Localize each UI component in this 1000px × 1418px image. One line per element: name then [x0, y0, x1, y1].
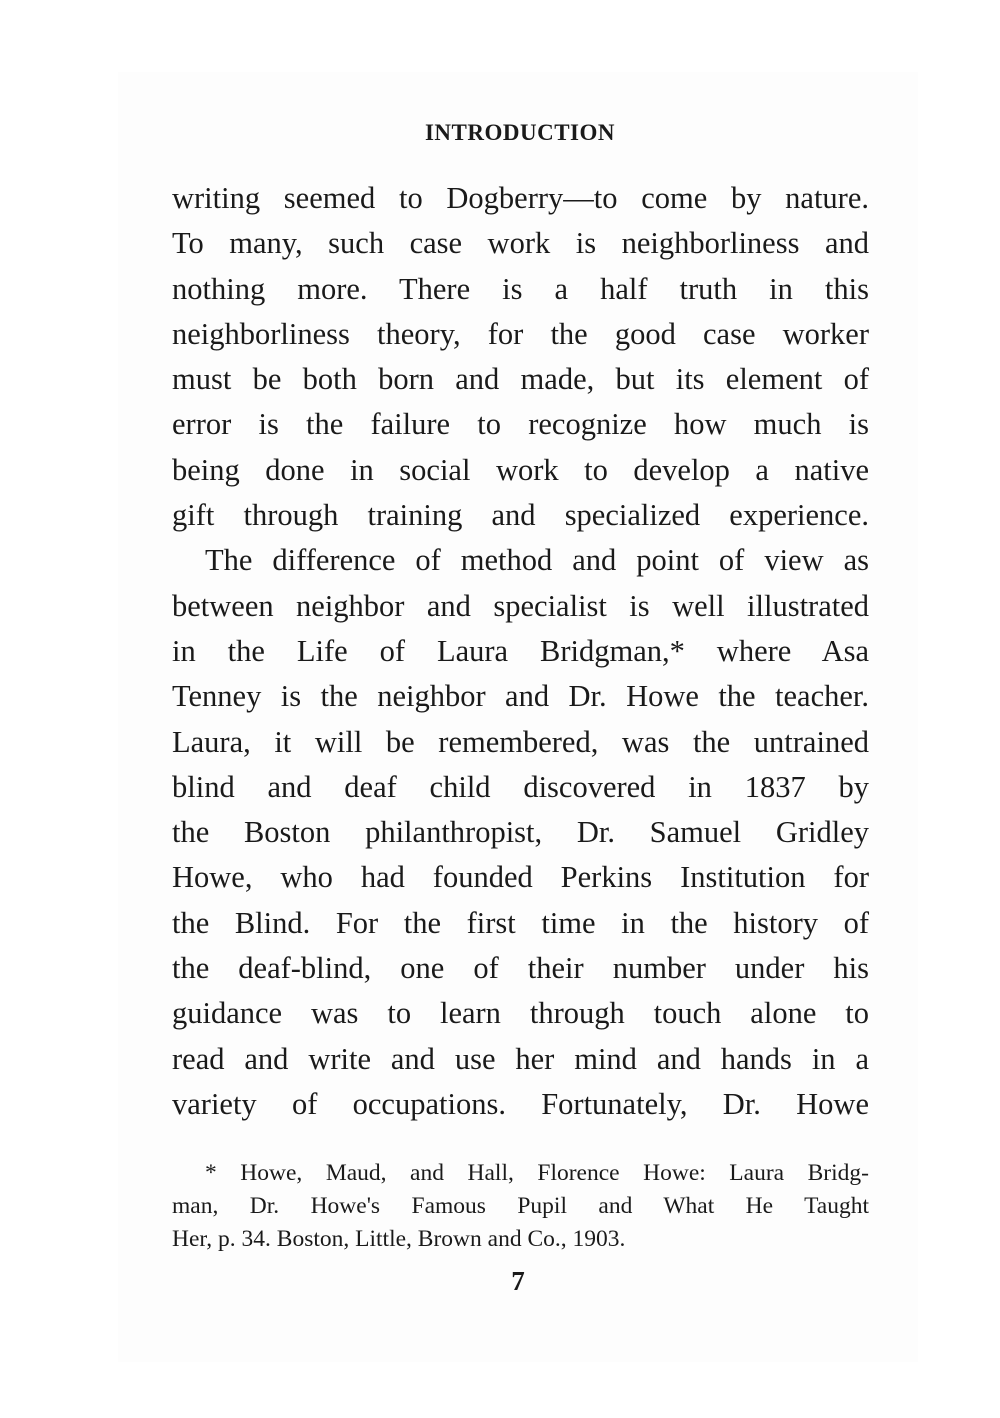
- text-line: in the Life of Laura Bridgman,* where Asa: [172, 633, 869, 668]
- text-line: nothing more. There is a half truth in this: [172, 271, 869, 306]
- page-number: 7: [511, 1266, 525, 1296]
- footnote-line: * Howe, Maud, and Hall, Florence Howe: Laura Bridg-: [205, 1160, 869, 1186]
- text-line: neighborliness theory, for the good case worker: [172, 316, 869, 351]
- text-line: variety of occupations. Fortunately, Dr. Howe: [172, 1086, 869, 1121]
- text-line: Howe, who had founded Perkins Institution for: [172, 860, 869, 895]
- text-line: the Boston philanthropist, Dr. Samuel Gridley: [172, 815, 869, 850]
- footnote-line: man, Dr. Howe's Famous Pupil and What He Taught: [172, 1193, 869, 1219]
- text-line: To many, such case work is neighborliness and: [172, 226, 869, 261]
- text-line: Tenney is the neighbor and Dr. Howe the teacher.: [172, 679, 869, 714]
- running-head: INTRODUCTION: [424, 120, 616, 145]
- text-line: guidance was to learn through touch alone to: [172, 996, 869, 1031]
- text-line: must be both born and made, but its element of: [172, 362, 869, 397]
- text-line: between neighbor and specialist is well illustrated: [172, 588, 869, 623]
- text-line: Laura, it will be remembered, was the untrained: [172, 724, 869, 759]
- text-line: gift through training and specialized experience.: [172, 498, 869, 533]
- text-line: being done in social work to develop a native: [172, 452, 869, 487]
- text-line: read and write and use her mind and hands in a: [172, 1041, 869, 1076]
- text-line: error is the failure to recognize how much is: [172, 407, 869, 442]
- footnote: [172, 1157, 869, 1256]
- text-line: the deaf-blind, one of their number under his: [172, 951, 869, 986]
- text-line: blind and deaf child discovered in 1837 by: [172, 769, 869, 804]
- text-line: the Blind. For the first time in the history of: [172, 905, 869, 940]
- footnote-line: Her, p. 34. Boston, Little, Brown and Co., 1903.: [172, 1226, 626, 1252]
- text-line: writing seemed to Dogberry—to come by nature.: [172, 181, 869, 215]
- body-text: [172, 176, 869, 1127]
- paragraph-first-line: The difference of method and point of view as: [205, 543, 869, 578]
